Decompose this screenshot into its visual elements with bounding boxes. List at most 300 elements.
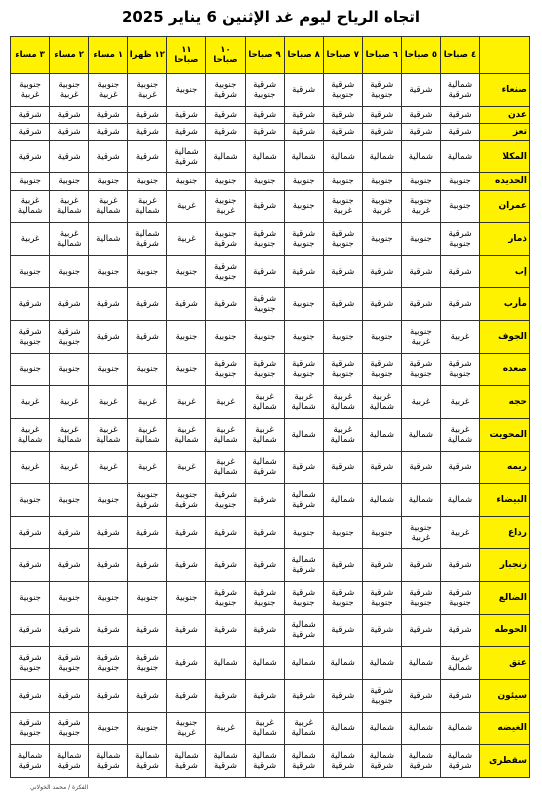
table-row [11, 549, 530, 582]
header-time: ٩ صباحا [245, 37, 284, 74]
city-name: صعده [480, 353, 530, 386]
wind-direction-cell: شرقية [323, 288, 362, 321]
wind-direction-cell: غربية شمالية [245, 418, 284, 451]
wind-direction-cell: شرقية [128, 123, 167, 140]
wind-direction-cell: شرقية [128, 614, 167, 647]
wind-direction-cell: شمالية [401, 647, 440, 680]
wind-direction-cell: شرقية [206, 679, 245, 712]
wind-direction-cell: جنوبية غربية [401, 321, 440, 354]
table-row [11, 614, 530, 647]
wind-direction-cell: شرقية [11, 140, 50, 173]
wind-direction-cell: غربية [206, 712, 245, 745]
table-row [11, 386, 530, 419]
wind-direction-cell: غربية شمالية [50, 418, 89, 451]
wind-direction-cell: شرقية جنوبية [284, 223, 323, 256]
table-body [11, 74, 530, 778]
wind-direction-cell: شرقية جنوبية [50, 647, 89, 680]
wind-direction-cell: شرقية [206, 288, 245, 321]
wind-direction-cell: شمالية [401, 140, 440, 173]
wind-direction-cell: جنوبية غربية [323, 190, 362, 223]
table-row [11, 679, 530, 712]
wind-direction-cell: غربية شمالية [245, 386, 284, 419]
wind-direction-cell: شرقية [89, 549, 128, 582]
wind-direction-cell: شمالية شرقية [167, 140, 206, 173]
header-time: ٨ صباحا [284, 37, 323, 74]
wind-direction-cell: جنوبية [50, 582, 89, 615]
city-name: زنجبار [480, 549, 530, 582]
wind-direction-cell: شرقية [89, 614, 128, 647]
wind-direction-cell: شرقية جنوبية [401, 582, 440, 615]
wind-direction-cell: شمالية [362, 712, 401, 745]
wind-direction-cell: شرقية [401, 106, 440, 123]
wind-direction-cell: شرقية [401, 549, 440, 582]
wind-direction-cell: جنوبية [50, 255, 89, 288]
wind-direction-cell: شرقية [50, 140, 89, 173]
wind-direction-cell: شرقية [50, 516, 89, 549]
wind-direction-cell: شرقية جنوبية [245, 353, 284, 386]
wind-direction-cell: شرقية [401, 679, 440, 712]
wind-direction-cell: غربية شمالية [323, 386, 362, 419]
city-name: الحوطه [480, 614, 530, 647]
wind-direction-cell: غربية [167, 190, 206, 223]
wind-direction-cell: شرقية جنوبية [440, 353, 479, 386]
wind-direction-cell: شرقية [11, 516, 50, 549]
wind-direction-cell: شرقية جنوبية [245, 582, 284, 615]
wind-direction-cell: شرقية [401, 255, 440, 288]
wind-direction-cell: شمالية [440, 484, 479, 517]
wind-direction-cell: شمالية شرقية [401, 745, 440, 778]
wind-direction-cell: شمالية [323, 712, 362, 745]
wind-direction-cell: شرقية [245, 106, 284, 123]
wind-direction-cell: شرقية جنوبية [128, 647, 167, 680]
wind-direction-cell: شرقية [89, 321, 128, 354]
wind-direction-cell: غربية شمالية [50, 190, 89, 223]
wind-direction-cell: شرقية جنوبية [440, 582, 479, 615]
wind-direction-cell: شرقية [284, 74, 323, 107]
wind-direction-cell: شمالية [401, 712, 440, 745]
wind-direction-cell: شرقية [11, 288, 50, 321]
header-time: ٤ صباحا [440, 37, 479, 74]
wind-direction-cell: شرقية [245, 255, 284, 288]
wind-direction-cell: جنوبية [284, 173, 323, 190]
wind-direction-cell: شرقية [323, 614, 362, 647]
wind-direction-cell: جنوبية [167, 353, 206, 386]
table-row [11, 140, 530, 173]
wind-direction-cell: غربية [50, 451, 89, 484]
wind-direction-cell: غربية شمالية [128, 418, 167, 451]
table-row [11, 582, 530, 615]
wind-direction-cell: شرقية [284, 451, 323, 484]
city-name: عمران [480, 190, 530, 223]
wind-direction-cell: شرقية [245, 123, 284, 140]
wind-direction-cell: شمالية [206, 140, 245, 173]
header-time: ٦ صباحا [362, 37, 401, 74]
wind-direction-cell: غربية [440, 386, 479, 419]
wind-direction-cell: جنوبية [323, 173, 362, 190]
wind-direction-cell: شمالية [362, 418, 401, 451]
wind-direction-cell: شمالية شرقية [167, 745, 206, 778]
wind-direction-cell: جنوبية غربية [206, 190, 245, 223]
wind-direction-cell: جنوبية [401, 173, 440, 190]
wind-direction-cell: شرقية [323, 123, 362, 140]
wind-direction-cell: شرقية جنوبية [245, 223, 284, 256]
wind-direction-cell: جنوبية غربية [128, 74, 167, 107]
wind-direction-cell: جنوبية شرقية [206, 74, 245, 107]
table-row [11, 321, 530, 354]
wind-direction-cell: غربية شمالية [362, 386, 401, 419]
wind-direction-cell: شرقية [89, 140, 128, 173]
wind-direction-cell: شرقية جنوبية [362, 582, 401, 615]
table-row [11, 353, 530, 386]
wind-direction-cell: شرقية [323, 106, 362, 123]
city-name: الغيضه [480, 712, 530, 745]
wind-direction-cell: شرقية [128, 516, 167, 549]
wind-direction-cell: شرقية [245, 614, 284, 647]
header-time: ٣ مساء [11, 37, 50, 74]
wind-direction-cell: جنوبية [11, 173, 50, 190]
city-name: المكلا [480, 140, 530, 173]
wind-direction-cell: شرقية [245, 549, 284, 582]
wind-direction-cell: شمالية شرقية [245, 745, 284, 778]
wind-direction-cell: شرقية جنوبية [245, 74, 284, 107]
wind-direction-cell: جنوبية شرقية [206, 223, 245, 256]
wind-direction-cell: جنوبية [362, 516, 401, 549]
wind-direction-cell: غربية شمالية [440, 647, 479, 680]
wind-direction-cell: غربية شمالية [206, 418, 245, 451]
wind-direction-cell: شرقية [128, 288, 167, 321]
wind-direction-cell: شرقية [401, 74, 440, 107]
wind-direction-cell: غربية [167, 223, 206, 256]
table-row [11, 451, 530, 484]
wind-direction-cell: شرقية [167, 679, 206, 712]
wind-direction-cell: جنوبية غربية [401, 190, 440, 223]
wind-direction-cell: غربية [401, 386, 440, 419]
wind-direction-cell: شرقية [128, 321, 167, 354]
wind-direction-cell: غربية [440, 516, 479, 549]
wind-direction-cell: شرقية [362, 451, 401, 484]
wind-direction-cell: شرقية جنوبية [245, 288, 284, 321]
table-row [11, 288, 530, 321]
wind-direction-cell: شرقية [401, 451, 440, 484]
wind-direction-cell: شرقية [245, 484, 284, 517]
wind-direction-cell: شرقية جنوبية [362, 353, 401, 386]
wind-direction-cell: جنوبية [245, 173, 284, 190]
wind-direction-cell: جنوبية [362, 173, 401, 190]
wind-direction-cell: جنوبية غربية [50, 74, 89, 107]
wind-direction-cell: شمالية [245, 140, 284, 173]
wind-direction-cell: شمالية [284, 418, 323, 451]
header-time: ١٢ ظهرا [128, 37, 167, 74]
wind-direction-cell: شرقية جنوبية [362, 74, 401, 107]
wind-direction-cell: شمالية شرقية [323, 745, 362, 778]
wind-direction-cell: غربية [89, 386, 128, 419]
wind-direction-cell: جنوبية [89, 173, 128, 190]
table-row [11, 745, 530, 778]
wind-direction-cell: جنوبية [128, 582, 167, 615]
wind-direction-cell: شرقية [206, 549, 245, 582]
wind-direction-cell: شمالية [440, 140, 479, 173]
wind-direction-cell: جنوبية [167, 74, 206, 107]
city-name: المحويت [480, 418, 530, 451]
wind-direction-cell: غربية شمالية [11, 418, 50, 451]
wind-direction-cell: جنوبية [128, 712, 167, 745]
wind-direction-cell: غربية [89, 451, 128, 484]
wind-direction-cell: شرقية [167, 123, 206, 140]
header-time: ١١ صباحا [167, 37, 206, 74]
wind-direction-cell: شمالية شرقية [440, 74, 479, 107]
wind-direction-cell: شمالية شرقية [245, 451, 284, 484]
wind-direction-cell: شرقية [440, 451, 479, 484]
wind-direction-cell: شرقية [323, 679, 362, 712]
wind-direction-cell: شرقية [284, 679, 323, 712]
wind-direction-cell: شرقية [401, 123, 440, 140]
wind-direction-cell: شرقية [11, 123, 50, 140]
wind-direction-cell: جنوبية [11, 255, 50, 288]
wind-direction-cell: جنوبية [284, 516, 323, 549]
wind-direction-table [10, 36, 530, 778]
wind-direction-cell: غربية [50, 386, 89, 419]
wind-direction-cell: شرقية [440, 255, 479, 288]
wind-direction-cell: جنوبية [89, 353, 128, 386]
wind-direction-cell: شرقية جنوبية [284, 353, 323, 386]
wind-direction-cell: شرقية [128, 549, 167, 582]
wind-direction-cell: غربية شمالية [128, 190, 167, 223]
wind-direction-cell: شرقية جنوبية [11, 647, 50, 680]
city-name: ذمار [480, 223, 530, 256]
wind-direction-cell: شمالية شرقية [50, 745, 89, 778]
wind-direction-cell: شرقية [11, 679, 50, 712]
wind-direction-cell: جنوبية [89, 582, 128, 615]
wind-direction-cell: شرقية [50, 288, 89, 321]
wind-direction-cell: شرقية [50, 614, 89, 647]
wind-direction-cell: جنوبية [284, 190, 323, 223]
wind-direction-cell: شرقية [284, 123, 323, 140]
wind-direction-cell: شرقية [206, 614, 245, 647]
wind-direction-cell: شرقية [89, 288, 128, 321]
wind-direction-cell: شرقية [440, 614, 479, 647]
wind-direction-cell: شرقية [206, 123, 245, 140]
wind-direction-cell: شمالية [284, 140, 323, 173]
header-corner [480, 37, 530, 74]
wind-direction-cell: شرقية جنوبية [50, 321, 89, 354]
wind-direction-cell: جنوبية [440, 173, 479, 190]
wind-direction-cell: شرقية جنوبية [206, 255, 245, 288]
table-row [11, 123, 530, 140]
wind-direction-cell: شرقية [440, 288, 479, 321]
header-time: ٥ صباحا [401, 37, 440, 74]
wind-direction-cell: جنوبية [89, 484, 128, 517]
wind-direction-cell: شرقية [167, 549, 206, 582]
wind-direction-cell: شرقية [167, 614, 206, 647]
city-name: مأرب [480, 288, 530, 321]
city-name: إب [480, 255, 530, 288]
table-row [11, 418, 530, 451]
wind-direction-cell: جنوبية [11, 582, 50, 615]
wind-direction-cell: جنوبية [11, 353, 50, 386]
wind-direction-cell: جنوبية [323, 321, 362, 354]
wind-direction-cell: شرقية [50, 549, 89, 582]
wind-direction-cell: جنوبية [362, 321, 401, 354]
wind-direction-cell: جنوبية [206, 321, 245, 354]
wind-direction-cell: غربية شمالية [440, 418, 479, 451]
wind-direction-cell: غربية شمالية [89, 190, 128, 223]
wind-direction-cell: شرقية [89, 516, 128, 549]
wind-direction-cell: شرقية [401, 614, 440, 647]
wind-direction-cell: شمالية [323, 484, 362, 517]
wind-direction-cell: شرقية [323, 549, 362, 582]
wind-direction-cell: جنوبية غربية [89, 74, 128, 107]
wind-direction-cell: جنوبية شرقية [167, 484, 206, 517]
wind-direction-cell: جنوبية [11, 484, 50, 517]
wind-direction-cell: شرقية جنوبية [401, 353, 440, 386]
wind-direction-cell: جنوبية [167, 321, 206, 354]
wind-direction-cell: غربية شمالية [206, 451, 245, 484]
wind-direction-cell: جنوبية غربية [362, 190, 401, 223]
city-name: رداع [480, 516, 530, 549]
wind-direction-cell: شرقية [50, 123, 89, 140]
header-time: ١ مساء [89, 37, 128, 74]
wind-direction-cell: شمالية شرقية [128, 745, 167, 778]
wind-direction-cell: غربية [11, 451, 50, 484]
wind-direction-cell: شرقية جنوبية [50, 712, 89, 745]
wind-direction-cell: شرقية [128, 140, 167, 173]
city-name: البيضاء [480, 484, 530, 517]
wind-direction-cell: جنوبية [128, 353, 167, 386]
wind-direction-cell: شرقية [167, 288, 206, 321]
wind-direction-cell: شمالية [323, 647, 362, 680]
city-name: سقطرى [480, 745, 530, 778]
wind-direction-cell: غربية [128, 451, 167, 484]
wind-direction-cell: غربية [128, 386, 167, 419]
wind-direction-cell: غربية شمالية [11, 190, 50, 223]
table-row [11, 190, 530, 223]
wind-direction-cell: جنوبية [167, 173, 206, 190]
wind-direction-cell: شرقية [362, 549, 401, 582]
header-time: ٧ صباحا [323, 37, 362, 74]
city-name: تعز [480, 123, 530, 140]
wind-direction-cell: جنوبية [362, 223, 401, 256]
wind-direction-cell: شمالية شرقية [440, 745, 479, 778]
wind-direction-cell: غربية شمالية [89, 418, 128, 451]
wind-direction-cell: شرقية [128, 679, 167, 712]
footer-credit: الفكرة / محمد الخولاني [30, 784, 89, 791]
wind-direction-cell: شرقية جنوبية [323, 353, 362, 386]
table-row [11, 712, 530, 745]
wind-direction-cell: غربية شمالية [284, 386, 323, 419]
wind-direction-cell: شرقية جنوبية [323, 223, 362, 256]
wind-direction-cell: شمالية [401, 484, 440, 517]
wind-direction-cell: جنوبية [50, 173, 89, 190]
wind-direction-cell: جنوبية [284, 321, 323, 354]
table-row [11, 173, 530, 190]
table-row [11, 516, 530, 549]
wind-direction-cell: شرقية جنوبية [284, 582, 323, 615]
wind-direction-cell: شمالية [245, 647, 284, 680]
table-row [11, 484, 530, 517]
wind-direction-cell: شرقية [362, 614, 401, 647]
wind-direction-cell: غربية [11, 386, 50, 419]
header-time: ١٠ صباحا [206, 37, 245, 74]
wind-direction-cell: جنوبية [323, 516, 362, 549]
wind-direction-cell: جنوبية [206, 173, 245, 190]
wind-direction-cell: شرقية [89, 106, 128, 123]
wind-direction-cell: شرقية [167, 647, 206, 680]
wind-direction-cell: شرقية جنوبية [440, 223, 479, 256]
wind-direction-cell: شرقية [11, 549, 50, 582]
header-time: ٢ مساء [50, 37, 89, 74]
page-title: اتجاه الرياح ليوم غد الإثنين 6 يناير 2025 [121, 8, 421, 26]
wind-direction-cell: شمالية شرقية [284, 745, 323, 778]
wind-direction-cell: جنوبية [401, 223, 440, 256]
wind-direction-cell: شرقية [362, 123, 401, 140]
wind-direction-cell: شرقية [11, 614, 50, 647]
wind-direction-cell: شرقية [401, 288, 440, 321]
city-name: حجه [480, 386, 530, 419]
city-name: الحديده [480, 173, 530, 190]
wind-direction-cell: شرقية [440, 106, 479, 123]
wind-direction-cell: جنوبية شرقية [128, 484, 167, 517]
wind-direction-cell: غربية [167, 451, 206, 484]
wind-direction-cell: جنوبية [128, 255, 167, 288]
wind-direction-cell: شرقية [362, 255, 401, 288]
wind-direction-cell: شمالية شرقية [284, 484, 323, 517]
wind-direction-cell: شمالية شرقية [362, 745, 401, 778]
wind-direction-cell: شرقية [323, 451, 362, 484]
wind-direction-cell: جنوبية غربية [11, 74, 50, 107]
city-name: سيئون [480, 679, 530, 712]
wind-direction-cell: شرقية [362, 288, 401, 321]
wind-direction-cell: جنوبية [89, 255, 128, 288]
wind-direction-cell: شمالية شرقية [11, 745, 50, 778]
wind-direction-cell: شمالية [440, 712, 479, 745]
wind-direction-cell: غربية شمالية [323, 418, 362, 451]
wind-direction-cell: شرقية [440, 123, 479, 140]
city-name: الجوف [480, 321, 530, 354]
wind-direction-cell: شرقية [128, 106, 167, 123]
wind-direction-cell: شرقية [89, 123, 128, 140]
wind-direction-cell: جنوبية [128, 173, 167, 190]
wind-direction-cell: جنوبية [440, 190, 479, 223]
wind-direction-cell: غربية شمالية [284, 712, 323, 745]
wind-direction-cell: شرقية [89, 679, 128, 712]
city-name: الضالع [480, 582, 530, 615]
wind-direction-cell: شرقية جنوبية [362, 679, 401, 712]
wind-direction-cell: غربية [167, 386, 206, 419]
wind-direction-cell: جنوبية [89, 712, 128, 745]
wind-direction-cell: شمالية [362, 647, 401, 680]
table-row [11, 255, 530, 288]
table-row [11, 106, 530, 123]
table-row [11, 223, 530, 256]
city-name: صنعاء [480, 74, 530, 107]
table-row [11, 647, 530, 680]
wind-direction-cell: غربية [206, 386, 245, 419]
wind-direction-cell: شرقية [206, 516, 245, 549]
wind-direction-cell: شمالية شرقية [89, 745, 128, 778]
table-row [11, 74, 530, 107]
wind-direction-cell: شرقية [167, 516, 206, 549]
table-header-row [11, 37, 530, 74]
wind-direction-cell: شمالية [284, 647, 323, 680]
wind-direction-cell: شرقية جنوبية [206, 582, 245, 615]
wind-direction-cell: جنوبية [167, 255, 206, 288]
wind-direction-cell: جنوبية غربية [401, 516, 440, 549]
wind-direction-cell: جنوبية [50, 484, 89, 517]
wind-direction-cell: جنوبية [284, 288, 323, 321]
wind-direction-cell: شرقية [245, 516, 284, 549]
wind-direction-cell: شمالية [401, 418, 440, 451]
wind-direction-cell: شمالية شرقية [128, 223, 167, 256]
